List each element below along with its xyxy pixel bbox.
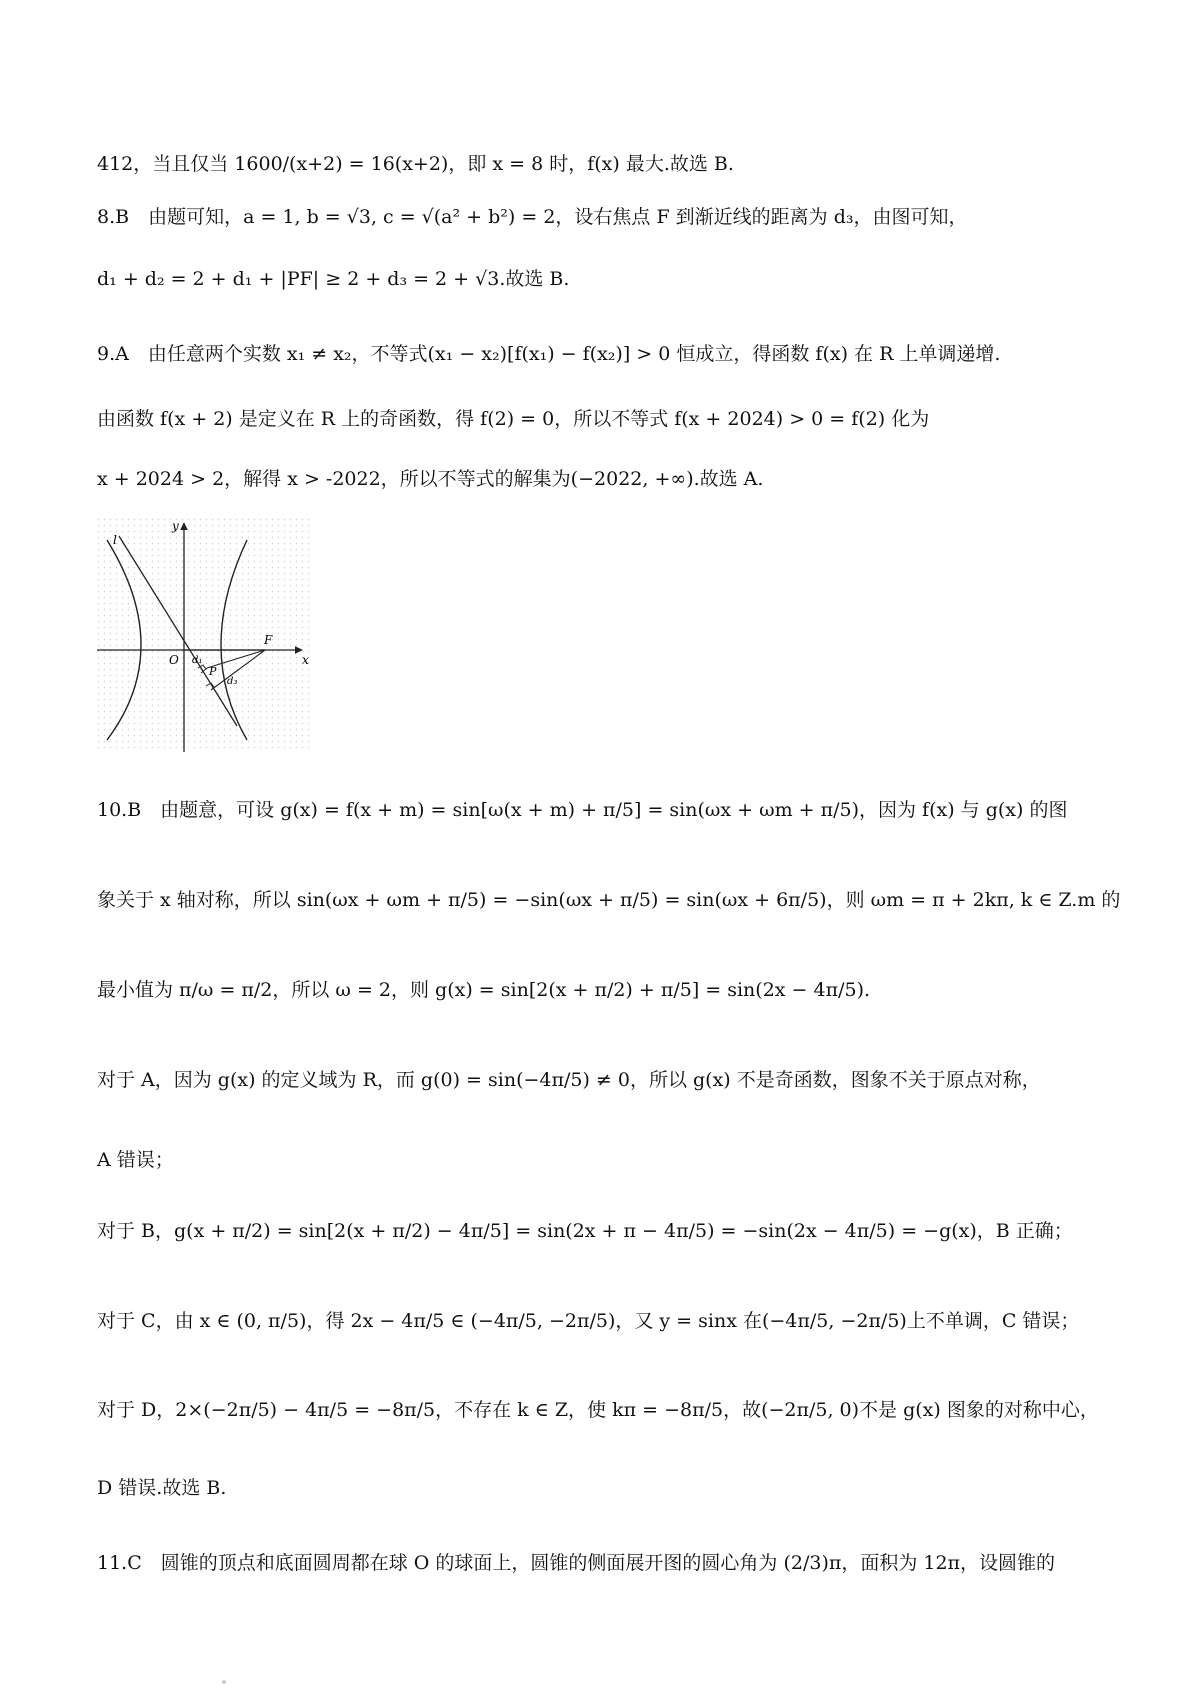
- text-line-12: 对于 B，g(x + π/2) = sin[2(x + π/2) − 4π/5] = sin(2x + π − 4π/5) = −sin(2x − 4π/5) = −g(x)，B 正确；: [97, 1220, 1073, 1242]
- d1-label: d₁: [192, 655, 203, 666]
- text-line-4: 9.A 由任意两个实数 x₁ ≠ x₂，不等式(x₁ − x₂)[f(x₁) − f(x₂)] > 0 恒成立，得函数 f(x) 在 R 上单调递增.: [97, 343, 1001, 365]
- text-line-14: 对于 D，2×(−2π/5) − 4π/5 = −8π/5，不存在 k ∈ Z，使 kπ = −8π/5，故(−2π/5, 0)不是 g(x) 图象的对称中心，: [97, 1399, 1099, 1421]
- y-axis-label: y: [172, 519, 179, 533]
- text-line-10: 对于 A，因为 g(x) 的定义域为 R，而 g(0) = sin(−4π/5) ≠ 0，所以 g(x) 不是奇函数，图象不关于原点对称，: [97, 1069, 1041, 1091]
- text-line-8: 象关于 x 轴对称，所以 sin(ωx + ωm + π/5) = −sin(ωx + π/5) = sin(ωx + 6π/5)，则 ωm = π + 2kπ, k ∈ Z.m 的: [97, 889, 1121, 911]
- text-line-13: 对于 C，由 x ∈ (0, π/5)，得 2x − 4π/5 ∈ (−4π/5, −2π/5)，又 y = sinx 在(−4π/5, −2π/5)上不单调，C 错误；: [97, 1310, 1080, 1332]
- text-line-7: 10.B 由题意，可设 g(x) = f(x + m) = sin[ω(x + m) + π/5] = sin(ωx + ωm + π/5)，因为 f(x) 与 g(x) 的图: [97, 799, 1068, 821]
- text-line-9: 最小值为 π/ω = π/2，所以 ω = 2，则 g(x) = sin[2(x + π/2) + π/5] = sin(2x − 4π/5).: [97, 979, 871, 1001]
- point-p-label: P: [209, 665, 217, 678]
- text-line-6: x + 2024 > 2，解得 x > -2022，所以不等式的解集为(−2022, +∞).故选 A.: [97, 468, 764, 490]
- d3-label: d₃: [227, 676, 238, 687]
- x-axis-label: x: [302, 653, 309, 667]
- focus-f-label: F: [264, 633, 273, 647]
- text-line-16: 11.C 圆锥的顶点和底面圆周都在球 O 的球面上，圆锥的侧面展开图的圆心角为 (2/3)π，面积为 12π，设圆锥的: [97, 1552, 1056, 1574]
- text-line-5: 由函数 f(x + 2) 是定义在 R 上的奇函数，得 f(2) = 0，所以不等式 f(x + 2024) > 0 = f(2) 化为: [97, 408, 930, 430]
- hyperbola-figure: [97, 518, 311, 752]
- page-dot: [222, 1680, 226, 1684]
- text-line-3: d₁ + d₂ = 2 + d₁ + |PF| ≥ 2 + d₃ = 2 + √3.故选 B.: [97, 268, 570, 290]
- text-line-2: 8.B 由题可知，a = 1, b = √3, c = √(a² + b²) = 2，设右焦点 F 到渐近线的距离为 d₃，由图可知，: [97, 206, 968, 228]
- text-line-11: A 错误；: [97, 1149, 174, 1171]
- text-line-15: D 错误.故选 B.: [97, 1477, 227, 1499]
- line-l-label: l: [113, 533, 117, 547]
- origin-label: O: [169, 653, 179, 667]
- text-line-1: 412，当且仅当 1600/(x+2) = 16(x+2)，即 x = 8 时，f(x) 最大.故选 B.: [97, 153, 734, 175]
